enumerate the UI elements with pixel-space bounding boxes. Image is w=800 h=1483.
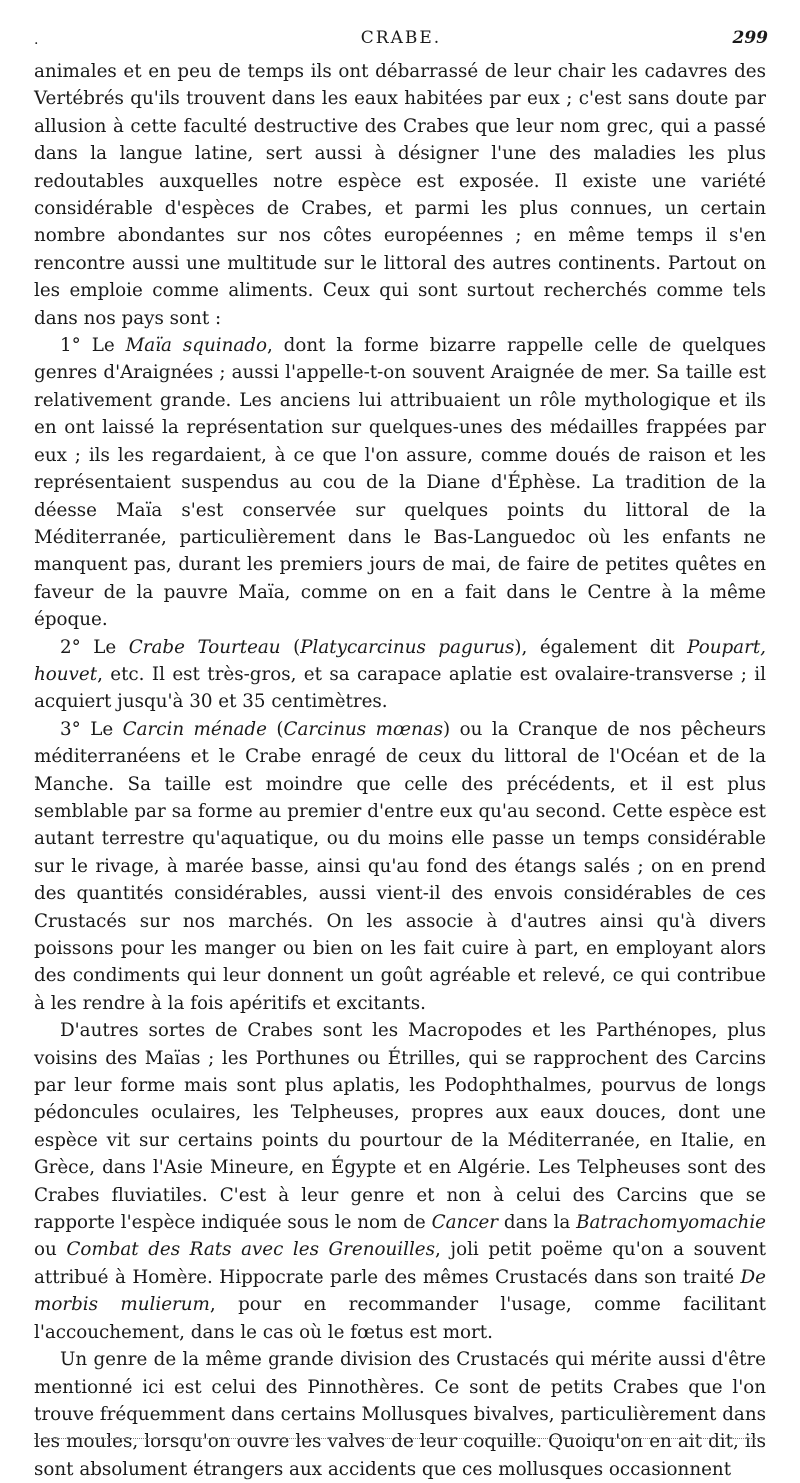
text-run: , joli petit poëme qu'on a souvent attribué à Homère. Hippocrate parle des mêmes Crustacés dans son traité: [34, 1239, 766, 1288]
text-run: ), également dit: [514, 636, 688, 658]
text-run: (: [280, 636, 301, 658]
text-run: (: [266, 718, 284, 740]
paragraph-carcin: [34, 716, 766, 1017]
text-run: ) ou la Cranque de nos pêcheurs méditerranéens et le Crabe enragé de ceux du littoral de l'Océan et de la Manche. Sa taille est moindre que celle des précédents, et il est plus semblable par sa forme au premier d'entre eux qu'au second. Cette espèce est autant terrestre qu'aquatique, ou du moins elle passe un temps considérable sur le rivage, à marée basse, ainsi qu'au fond des étangs salés ; on en prend des quantités considérables, aussi vient-il des envois considérables de ces Crustacés sur nos marchés. On les associe à d'autres ainsi qu'à divers poissons pour les manger ou bien on les fait cuire à part, en employant alors des condiments qui leur donnent un goût agréable et relevé, ce qui contribue à les rendre à la fois apéritifs et excitants.: [34, 718, 766, 1014]
species-name: Carcinus mœnas: [283, 718, 444, 740]
species-name: Maïa squinado: [125, 335, 267, 357]
text-run: , pour en recommander l'usage, comme facilitant l'accouchement, dans le cas où le fœtus est mort.: [34, 1294, 767, 1343]
species-name: Crabe Tourteau: [128, 636, 281, 658]
paragraph-tourteau: [34, 634, 766, 716]
text-run: dans la: [498, 1212, 577, 1234]
species-name: Poupart, houvet: [34, 636, 766, 685]
work-title: De morbis mulierum: [34, 1266, 766, 1316]
paragraph-other-crabs: [34, 1017, 766, 1346]
work-title: Combat des Rats avec les Grenouilles: [66, 1239, 436, 1261]
text-run: 1° Le: [60, 335, 126, 357]
margin-mark: .: [34, 32, 39, 48]
text-run: 2° Le: [60, 636, 129, 658]
text-run: 3° Le: [60, 718, 123, 740]
text-run: , etc. Il est très-gros, et sa carapace aplatie est ovalaire-transverse ; il acquiert jusqu'à 30 et 35 centimètres.: [34, 663, 766, 713]
text-run: , dont la forme bizarre rappelle celle de quelques genres d'Araignées ; aussi l'appelle-t-on souvent Araignée de mer. Sa taille est relativement grande. Les anciens lui attribuaient un rôle mythologique et ils en ont laissé la représentation sur quelques-unes des médailles frappées par eux ; ils les regardaient, à ce que l'on assure, comme doués de raison et les représentaient suspendus au cou de la Diane d'Éphèse. La tradition de la déesse Maïa s'est conservée sur quelques points du littoral de la Méditerranée, particulièrement dans le Bas-Languedoc où les enfants ne manquent pas, durant les premiers jours de mai, de faire de petites quêtes en faveur de la pauvre Maïa, comme on en a fait dans le Centre à la même époque.: [34, 335, 767, 631]
paragraph-pinnotheres: Un genre de la même grande division des Crustacés qui mérite aussi d'être mentionné ici est celui des Pinnothères. Ce sont de petits Crabes que l'on trouve fréquemment dans certains Mollusques bivalves, particulièrement dans les moules, lorsqu'on ouvre les valves de leur coquille. Quoiqu'on en ait dit, ils sont absolument étrangers aux accidents que ces mollusques occasionnent: [34, 1349, 766, 1480]
species-name: Platycarcinus pagurus: [300, 636, 515, 658]
running-title: CRABE.: [360, 28, 442, 48]
species-name: Carcin ménade: [122, 718, 267, 740]
footer-dotted-rule: [34, 1438, 764, 1439]
work-title: Batrachomyomachie: [576, 1212, 766, 1234]
text-run: D'autres sortes de Crabes sont les Macropodes et les Parthénopes, plus voisins des Maïas ; les Porthunes ou Étrilles, qui se rapprochent des Carcins par leur forme mais sont plus aplatis, les Podophthalmes, pourvus de longs pédoncules oculaires, les Telpheuses, propres aux eaux douces, dont une espèce vit sur certains points du pourtour de la Méditerranée, en Italie, en Grèce, dans l'Asie Mineure, en Égypte et en Algérie. Les Telpheuses sont des Crabes fluviatiles. C'est à leur genre et non à celui des Carcins que se rapporte l'espèce indiquée sous le nom de: [34, 1020, 766, 1234]
text-body: [34, 58, 766, 1483]
italic-term: Cancer: [431, 1212, 499, 1234]
paragraph-maia: [34, 332, 766, 633]
running-header: [34, 28, 768, 56]
text-run: ou: [34, 1239, 67, 1261]
page-number: 299: [732, 28, 768, 48]
paragraph-continuation: animales et en peu de temps ils ont débarrassé de leur chair les cadavres des Vertébrés qu'ils trouvent dans les eaux habitées par eux ; c'est sans doute par allusion à cette faculté destructive des Crabes que leur nom grec, qui a passé dans la langue latine, sert aussi à désigner l'une des maladies les plus redoutables auxquelles notre espèce est exposée. Il existe une variété considérable d'espèces de Crabes, et parmi les plus connues, un certain nombre abondantes sur nos côtes européennes ; en même temps il s'en rencontre aussi une multitude sur le littoral des autres continents. Partout on les emploie comme aliments. Ceux qui sont surtout recherchés comme tels dans nos pays sont :: [34, 61, 766, 329]
